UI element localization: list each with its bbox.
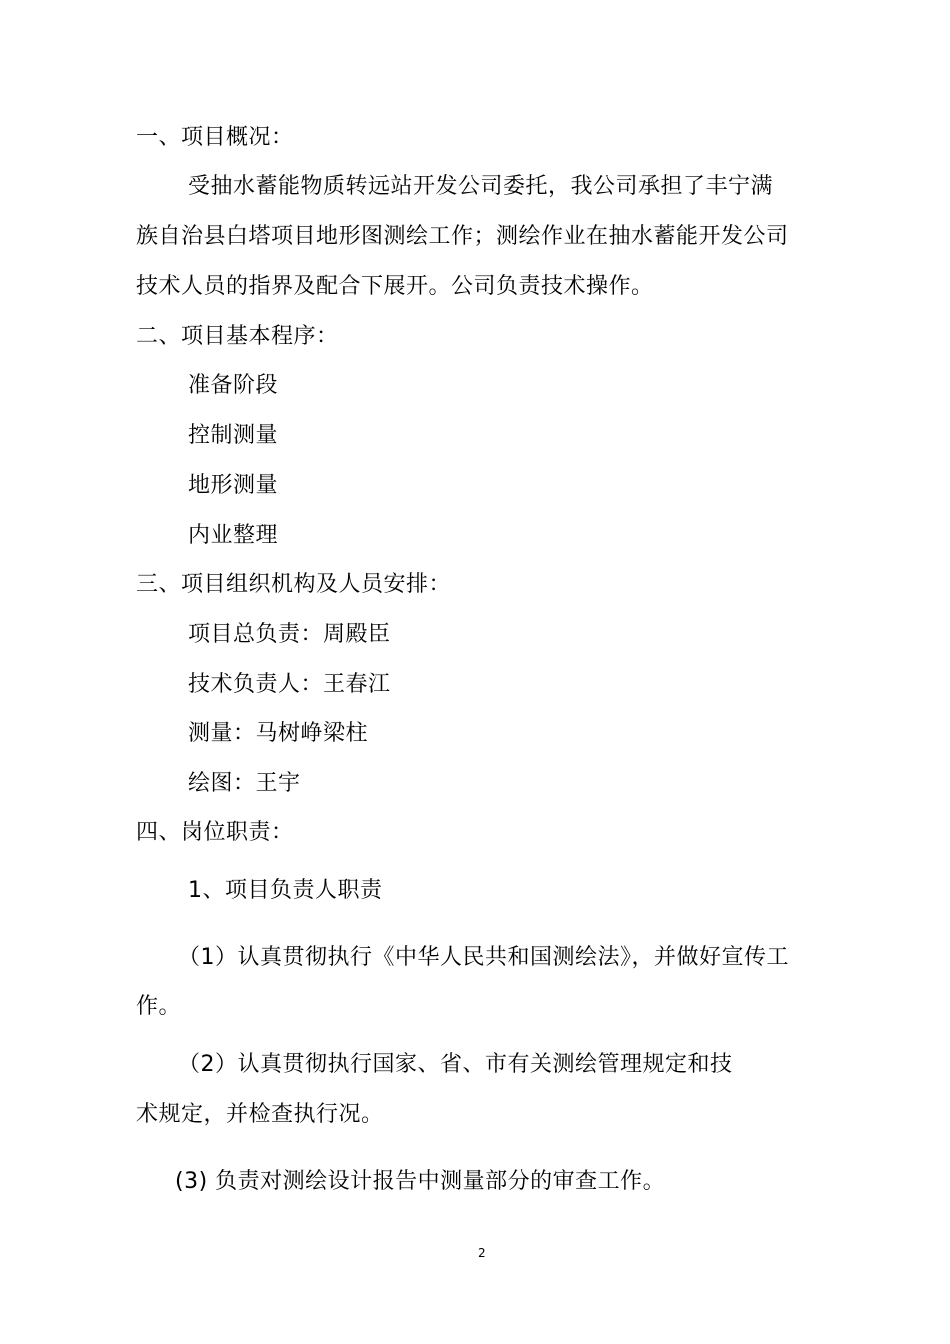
section3-item-project-lead: 项目总负责：周殿臣 bbox=[188, 622, 391, 647]
duty-3: (3) 负责对测绘设计报告中测量部分的审查工作。 bbox=[175, 1169, 666, 1194]
section2-item-control-survey: 控制测量 bbox=[188, 423, 279, 448]
duty-1-line-2: 作。 bbox=[136, 994, 182, 1019]
section3-item-technical-lead: 技术负责人：王春江 bbox=[188, 672, 391, 697]
section1-para-line-3: 技术人员的指界及配合下展开。公司负责技术操作。 bbox=[136, 274, 654, 299]
section2-item-topographic-survey: 地形测量 bbox=[188, 473, 279, 498]
duty-2-line-1: （2）认真贯彻执行国家、省、市有关测绘管理规定和技 bbox=[178, 1052, 733, 1077]
section3-item-surveyors: 测量：马树峥梁柱 bbox=[188, 721, 369, 746]
section2-item-office-processing: 内业整理 bbox=[188, 523, 279, 548]
section4-heading: 四、岗位职责： bbox=[136, 820, 294, 845]
section1-heading: 一、项目概况： bbox=[136, 125, 294, 150]
section2-item-prepare: 准备阶段 bbox=[188, 373, 279, 398]
duty-2-line-2: 术规定，并检查执行况。 bbox=[136, 1102, 384, 1127]
section4-subheading: 1、项目负责人职责 bbox=[188, 878, 383, 903]
page-number: 2 bbox=[478, 1246, 486, 1260]
section3-heading: 三、项目组织机构及人员安排： bbox=[136, 572, 452, 597]
duty-1-line-1: （1）认真贯彻执行《中华人民共和国测绘法》，并做好宣传工 bbox=[178, 945, 789, 970]
section2-heading: 二、项目基本程序： bbox=[136, 324, 339, 349]
section1-para-line-2: 族自治县白塔项目地形图测绘工作；测绘作业在抽水蓄能开发公司 bbox=[136, 224, 789, 249]
section3-item-drafting: 绘图：王宇 bbox=[188, 771, 301, 796]
section1-para-line-1: 受抽水蓄能物质转远站开发公司委托，我公司承担了丰宁满 bbox=[188, 174, 774, 199]
